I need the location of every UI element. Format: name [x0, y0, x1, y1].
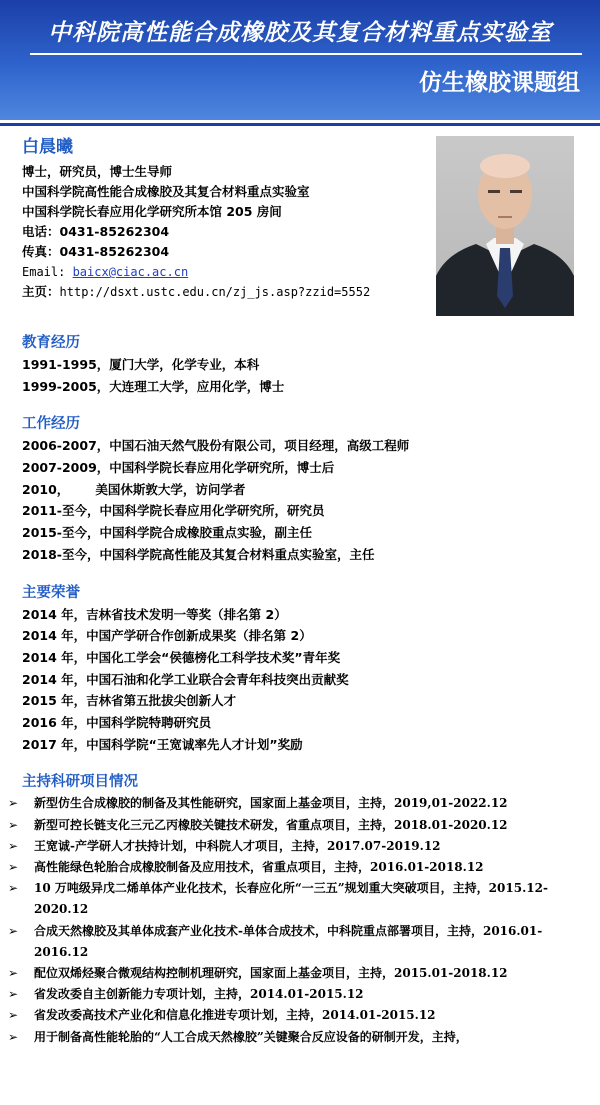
person-name: 白晨曦 [22, 137, 73, 157]
project-text: 新型仿生合成橡胶的制备及其性能研究，国家面上基金项目，主持，2019,01-2022.12 [34, 796, 508, 811]
phone-value: 0431-85262304 [59, 224, 170, 239]
education-section [0, 332, 600, 397]
project-text: 配位双烯烃聚合微观结构控制机理研究，国家面上基金项目，主持，2015.01-2018.12 [34, 965, 508, 980]
profile-affiliation-line: 中国科学院高性能合成橡胶及其复合材料重点实验室 [22, 184, 310, 199]
project-item [0, 921, 600, 963]
education-item: 1999-2005，大连理工大学，应用化学，博士 [22, 378, 285, 394]
work-section [0, 413, 600, 565]
homepage-link[interactable]: http://dsxt.ustc.edu.cn/zj_js.asp?zzid=5552 [59, 285, 371, 299]
arrow-bullet-icon: ➢ [8, 881, 19, 896]
projects-title: 主持科研项目情况 [22, 774, 138, 791]
arrow-bullet-icon: ➢ [8, 965, 19, 980]
honor-item: 2014 年，中国石油和化学工业联合会青年科技突出贡献奖 [22, 671, 349, 687]
arrow-bullet-icon: ➢ [8, 838, 19, 853]
work-item: 2006-2007，中国石油天然气股份有限公司，项目经理，高级工程师 [22, 438, 410, 454]
spacer [0, 397, 600, 413]
spacer [0, 566, 600, 582]
work-item: 2010， 美国休斯敦大学，访问学者 [22, 481, 246, 497]
banner-divider [30, 53, 582, 55]
email-label: Email: [22, 265, 73, 279]
honor-item: 2016 年，中国科学院特聘研究员 [22, 714, 212, 730]
project-item [0, 836, 600, 857]
arrow-bullet-icon: ➢ [8, 796, 19, 811]
lab-name-title: 中科院高性能合成橡胶及其复合材料重点实验室 [48, 19, 552, 46]
homepage-label: 主页： [22, 284, 60, 299]
project-text: 王宽诚-产学研人才扶持计划，中科院人才项目，主持，2017.07-2019.12 [34, 838, 441, 853]
education-item: 1991-1995，厦门大学，化学专业，本科 [22, 357, 260, 372]
arrow-bullet-icon: ➢ [8, 859, 19, 874]
email-link[interactable]: baicx@ciac.ac.cn [72, 265, 189, 279]
project-text: 新型可控长链支化三元乙丙橡胶关键技术研发，省重点项目，主持，2018.01-2020.12 [34, 817, 508, 832]
honor-item: 2017 年，中国科学院“王宽诚率先人才计划”奖励 [22, 736, 303, 752]
arrow-bullet-icon: ➢ [8, 817, 19, 832]
portrait-photo-drawing [436, 136, 574, 316]
honor-item: 2014 年，中国化工学会“侯德榜化工科学技术奖”青年奖 [22, 649, 341, 665]
honors-title: 主要荣誉 [22, 584, 80, 601]
education-title: 教育经历 [22, 335, 80, 351]
phone-label: 电话： [22, 224, 60, 239]
project-item [0, 1027, 600, 1048]
project-text: 省发改委高技术产业化和信息化推进专项计划，主持，2014.01-2015.12 [34, 1008, 436, 1023]
projects-list [0, 793, 600, 1047]
project-text: 合成天然橡胶及其单体成套产业化技术-单体合成技术，中科院重点部署项目，主持，2016.01-2016.12 [34, 923, 543, 959]
projects-section [0, 771, 600, 1047]
profile-section [0, 126, 600, 332]
profile-address-line: 中国科学院长春应用化学研究所本馆 205 房间 [22, 204, 282, 219]
portrait-photo [436, 136, 574, 316]
project-item [0, 857, 600, 878]
project-item [0, 878, 600, 920]
work-item: 2018-至今，中国科学院高性能及其复合材料重点实验室，主任 [22, 546, 375, 562]
header-banner [0, 0, 600, 120]
honors-section [0, 582, 600, 756]
profile-title-line: 博士，研究员，博士生导师 [22, 164, 173, 179]
arrow-bullet-icon: ➢ [8, 1008, 19, 1023]
project-item [0, 815, 600, 836]
arrow-bullet-icon: ➢ [8, 987, 19, 1002]
arrow-bullet-icon: ➢ [8, 1029, 19, 1044]
honor-item: 2014 年，中国产学研合作创新成果奖（排名第 2） [22, 628, 312, 644]
honor-item: 2014 年，吉林省技术发明一等奖（排名第 2） [22, 606, 287, 622]
fax-value: 0431-85262304 [59, 244, 170, 259]
work-item: 2011-至今，中国科学院长春应用化学研究所，研究员 [22, 503, 325, 519]
project-text: 省发改委自主创新能力专项计划，主持，2014.01-2015.12 [34, 987, 364, 1002]
work-item: 2007-2009，中国科学院长春应用化学研究所，博士后 [22, 460, 335, 476]
fax-label: 传真： [22, 244, 60, 259]
project-text: 10 万吨级异戊二烯单体产业化技术，长春应化所“一三五”规划重大突破项目，主持，2015.12-2020.12 [34, 881, 548, 917]
work-item: 2015-至今，中国科学院合成橡胶重点实验，副主任 [22, 525, 312, 541]
project-item [0, 963, 600, 984]
group-name-title: 仿生橡胶课题组 [419, 70, 580, 96]
project-text: 高性能绿色轮胎合成橡胶制备及应用技术，省重点项目，主持，2016.01-2018.12 [34, 859, 484, 874]
project-item [0, 984, 600, 1005]
work-title: 工作经历 [22, 416, 80, 433]
spacer [0, 755, 600, 771]
arrow-bullet-icon: ➢ [8, 923, 19, 938]
honor-item: 2015 年，吉林省第五批拔尖创新人才 [22, 693, 237, 709]
project-item [0, 1005, 600, 1026]
project-text: 用于制备高性能轮胎的“人工合成天然橡胶”关键聚合反应设备的研制开发，主持， [34, 1029, 468, 1044]
project-item [0, 793, 600, 814]
